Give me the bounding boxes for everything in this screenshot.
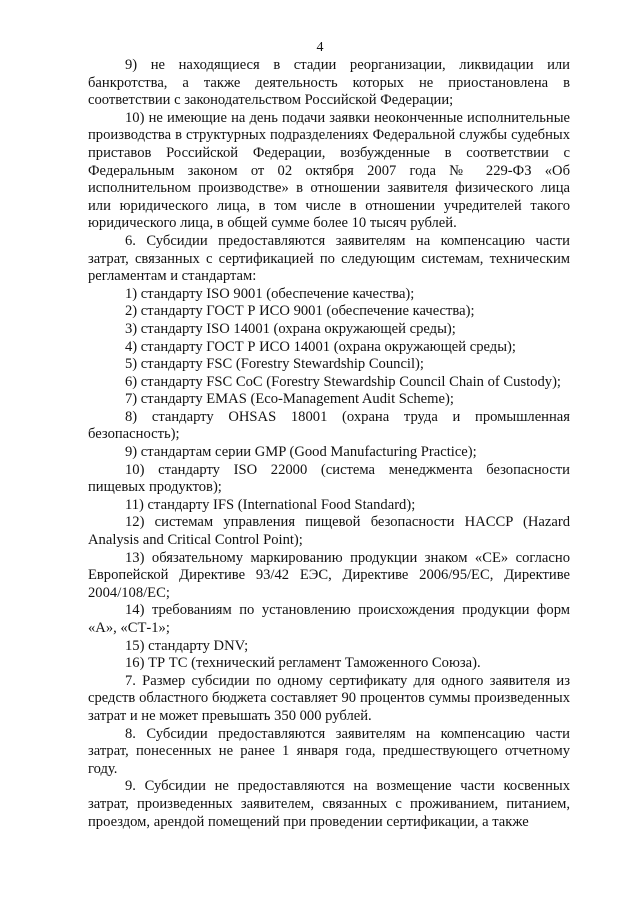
list-item: 8) стандарту OHSAS 18001 (охрана труда и промышленная безопасность);: [88, 408, 570, 443]
list-item: 13) обязательному маркированию продукции знаком «CE» согласно Европейской Директиве 93/42 ЕЭС, Директиве 2006/95/ЕС, Директиве 2004/108/ЕС;: [88, 549, 570, 601]
list-item: 2) стандарту ГОСТ Р ИСО 9001 (обеспечение качества);: [125, 303, 475, 320]
paragraph: 6. Субсидии предоставляются заявителям на компенсацию части затрат, связанных с сертификацией по следующим системам, техническим регламентам и стандартам:: [88, 232, 570, 285]
list-item: 3) стандарту ISO 14001 (охрана окружающей среды);: [125, 320, 456, 337]
list-item: 5) стандарту FSC (Forestry Stewardship Council);: [125, 356, 424, 373]
standards-list: [88, 286, 570, 673]
list-item: 6) стандарту FSC CoC (Forestry Stewardship Council Chain of Custody);: [125, 373, 561, 390]
paragraph: 9. Субсидии не предоставляются на возмещение части косвенных затрат, произведенных заявителем, связанных с проживанием, питанием, проездом, арендой помещений при проведении сертификации, а также: [88, 778, 570, 830]
list-item: 1) стандарту ISO 9001 (обеспечение качества);: [125, 285, 415, 302]
list-item: 7) стандарту EMAS (Eco-Management Audit Scheme);: [125, 391, 454, 408]
list-item: 16) ТР ТС (технический регламент Таможенного Союза).: [125, 655, 481, 672]
paragraph: 7. Размер субсидии по одному сертификату для одного заявителя из средств областного бюджета составляет 90 процентов суммы произведенных затрат и не может превышать 350 000 рублей.: [88, 672, 570, 724]
page-number: 4: [316, 40, 324, 55]
list-item: 9) стандартам серии GMP (Good Manufacturing Practice);: [125, 444, 477, 461]
paragraph: 8. Субсидии предоставляются заявителям на компенсацию части затрат, понесенных не ранее 1 января года, предшествующего отчетному году.: [88, 725, 570, 777]
list-item: 10) стандарту ISO 22000 (система менеджмента безопасности пищевых продуктов);: [88, 461, 570, 496]
paragraph: 9) не находящиеся в стадии реорганизации, ликвидации или банкротства, а также деятельность которых не приостановлена в соответствии с законодательством Российской Федерации;: [88, 57, 570, 109]
list-item: 15) стандарту DNV;: [125, 637, 249, 654]
list-item: 11) стандарту IFS (International Food Standard);: [125, 496, 416, 513]
document-body: [88, 57, 570, 831]
list-item: 14) требованиям по установлению происхождения продукции форм «А», «СТ-1»;: [88, 602, 570, 636]
paragraph: 10) не имеющие на день подачи заявки неоконченные исполнительные производства в структурных подразделениях Федеральной службы судебных приставов Российской Федерации, возбужденные в соответствии с Федеральным законом от 02 октября 2007 года № 229-ФЗ «Об исполнительном производстве» в отношении заявителя физического лица или юридического лица, в том числе в отношении учредителей такого юридического лица, в общей сумме более 10 тысяч рублей.: [88, 109, 570, 232]
list-item: 12) системам управления пищевой безопасности HACCP (Hazard Analysis and Critical Control Point);: [88, 514, 570, 549]
list-item: 4) стандарту ГОСТ Р ИСО 14001 (охрана окружающей среды);: [125, 338, 516, 355]
